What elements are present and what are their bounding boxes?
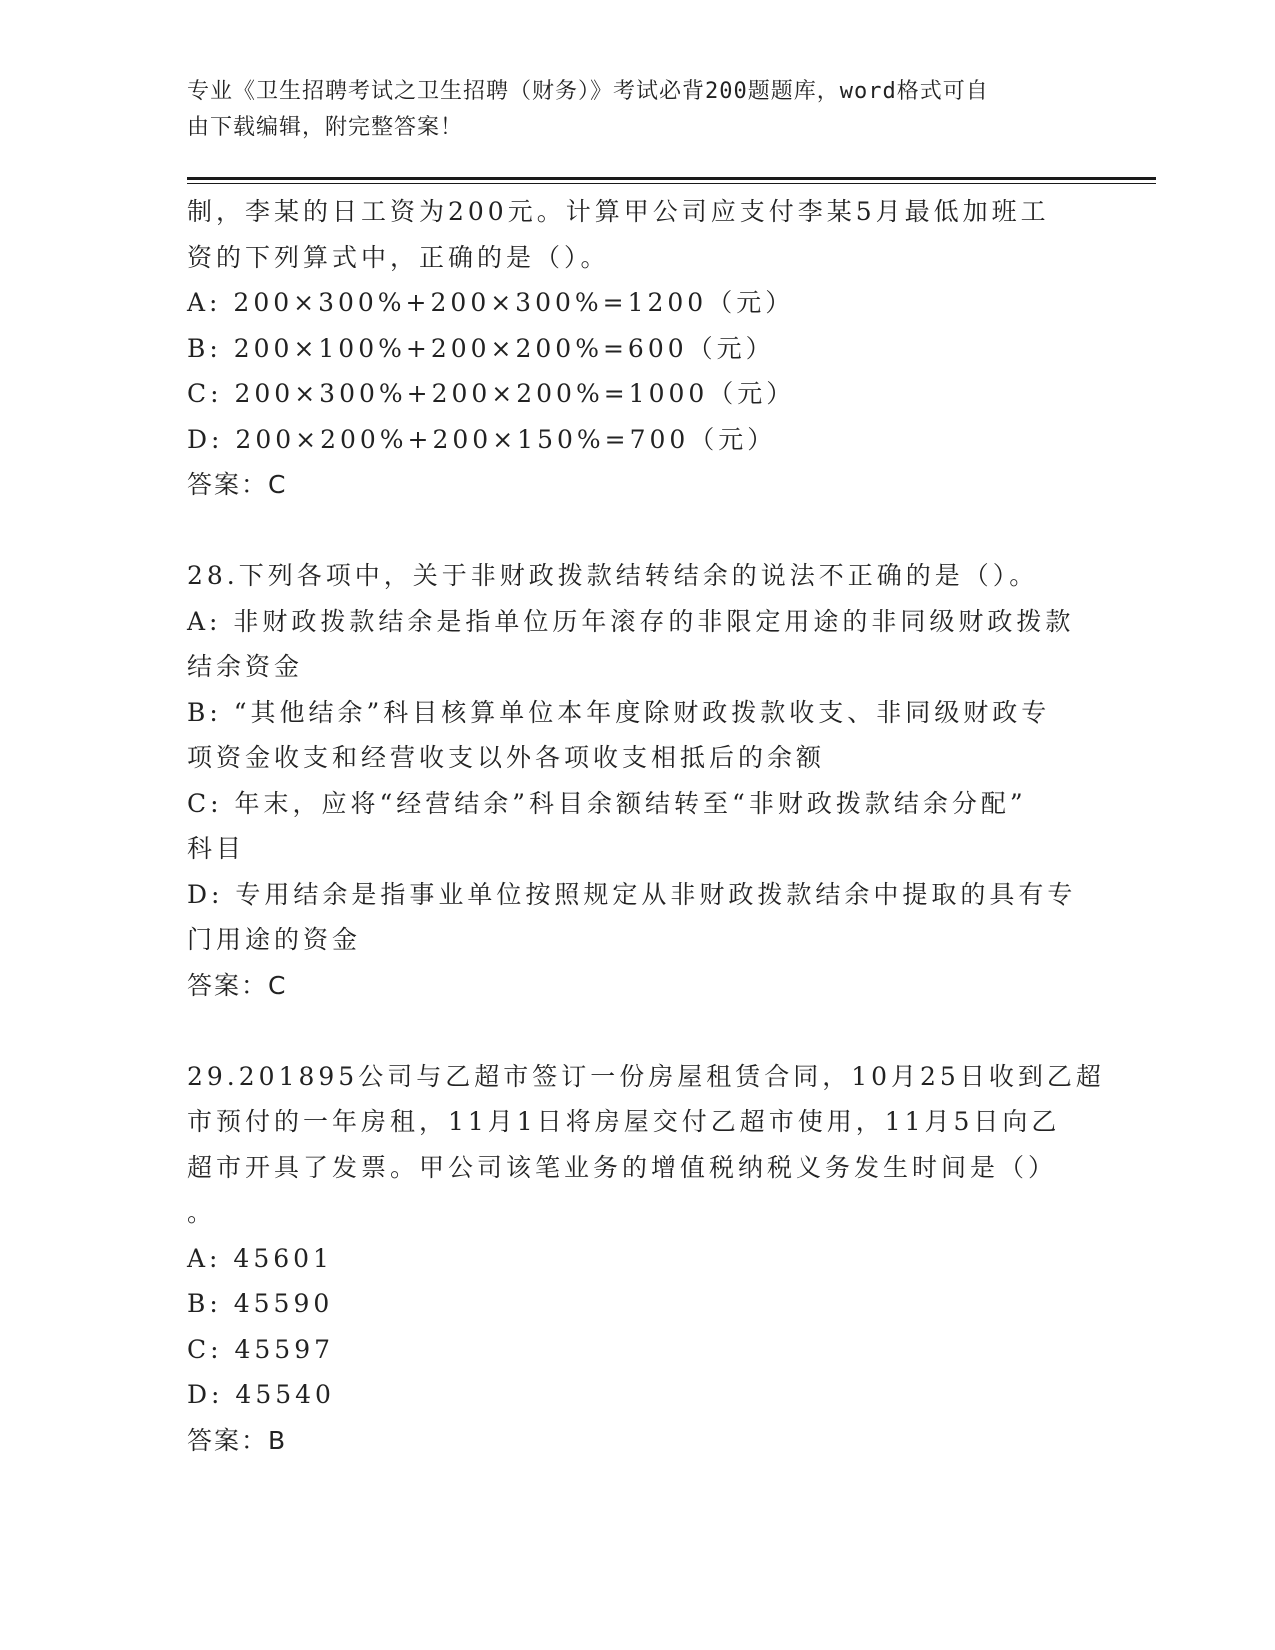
question-29-stem-line-4: 。 [187,1198,217,1227]
question-29-option-c: C: 45597 [187,1334,335,1364]
question-28-option-d-line-2: 门用途的资金 [187,925,362,954]
question-27 [187,189,1077,508]
question-29-answer: 答案：B [187,1425,288,1455]
question-29-option-b: B: 45590 [187,1289,334,1318]
question-spacer [187,508,1077,554]
question-29 [187,1054,1105,1464]
question-27-answer: 答案：C [187,470,288,499]
question-28-option-d-line-1: D: 专用结余是指事业单位按照规定从非财政拨款结余中提取的具有专 [187,879,1077,909]
question-29-option-a: A: 45601 [187,1243,333,1273]
question-28-stem: 28.下列各项中，关于非财政拨款结转结余的说法不正确的是（）。 [187,561,1039,590]
question-29-stem-line-3: 超市开具了发票。甲公司该笔业务的增值税纳税义务发生时间是（） [187,1152,1058,1182]
question-28-option-b-line-1: B: “其他结余”科目核算单位本年度除财政拨款收支、非同级财政专 [187,697,1051,727]
question-29-stem-line-1: 29.201895公司与乙超市签订一份房屋租赁合同，10月25日收到乙超 [187,1061,1105,1091]
question-28-option-c-line-2: 科目 [187,834,246,863]
header-title-line-1: 专业《卫生招聘考试之卫生招聘（财务）》考试必背200题题库，word格式可自 [187,79,989,104]
question-27-stem-line-1: 制，李某的日工资为200元。计算甲公司应支付李某5月最低加班工 [187,197,1050,226]
question-spacer [187,1008,1077,1054]
question-28 [187,553,1077,1008]
question-28-option-b-line-2: 项资金收支和经营收支以外各项收支相抵后的余额 [187,743,826,772]
question-list [187,189,1105,1463]
question-29-stem-line-2: 市预付的一年房租，11月1日将房屋交付乙超市使用，11月5日向乙 [187,1107,1061,1136]
question-29-option-d: D: 45540 [187,1380,335,1409]
question-28-answer: 答案：C [187,970,288,1000]
question-27-option-c: C: 200×300%+200×200%=1000（元） [187,379,796,408]
question-27-option-d: D: 200×200%+200×150%=700（元） [187,424,777,454]
header-title-line-2: 由下载编辑，附完整答案！ [187,115,464,140]
question-28-option-a-line-2: 结余资金 [187,652,304,681]
question-28-option-c-line-1: C: 年末，应将“经营结余”科目余额结转至“非财政拨款结余分配” [187,788,1027,818]
header-divider-thin [187,183,1156,184]
document-header [187,74,1067,146]
question-28-option-a-line-1: A: 非财政拨款结余是指单位历年滚存的非限定用途的非同级财政拨款 [187,606,1075,636]
question-27-option-b: B: 200×100%+200×200%=600（元） [187,333,775,363]
question-27-option-a: A: 200×300%+200×300%=1200（元） [187,288,795,317]
header-divider-thick [187,177,1156,180]
question-27-stem-line-2: 资的下列算式中，正确的是（）。 [187,242,610,272]
